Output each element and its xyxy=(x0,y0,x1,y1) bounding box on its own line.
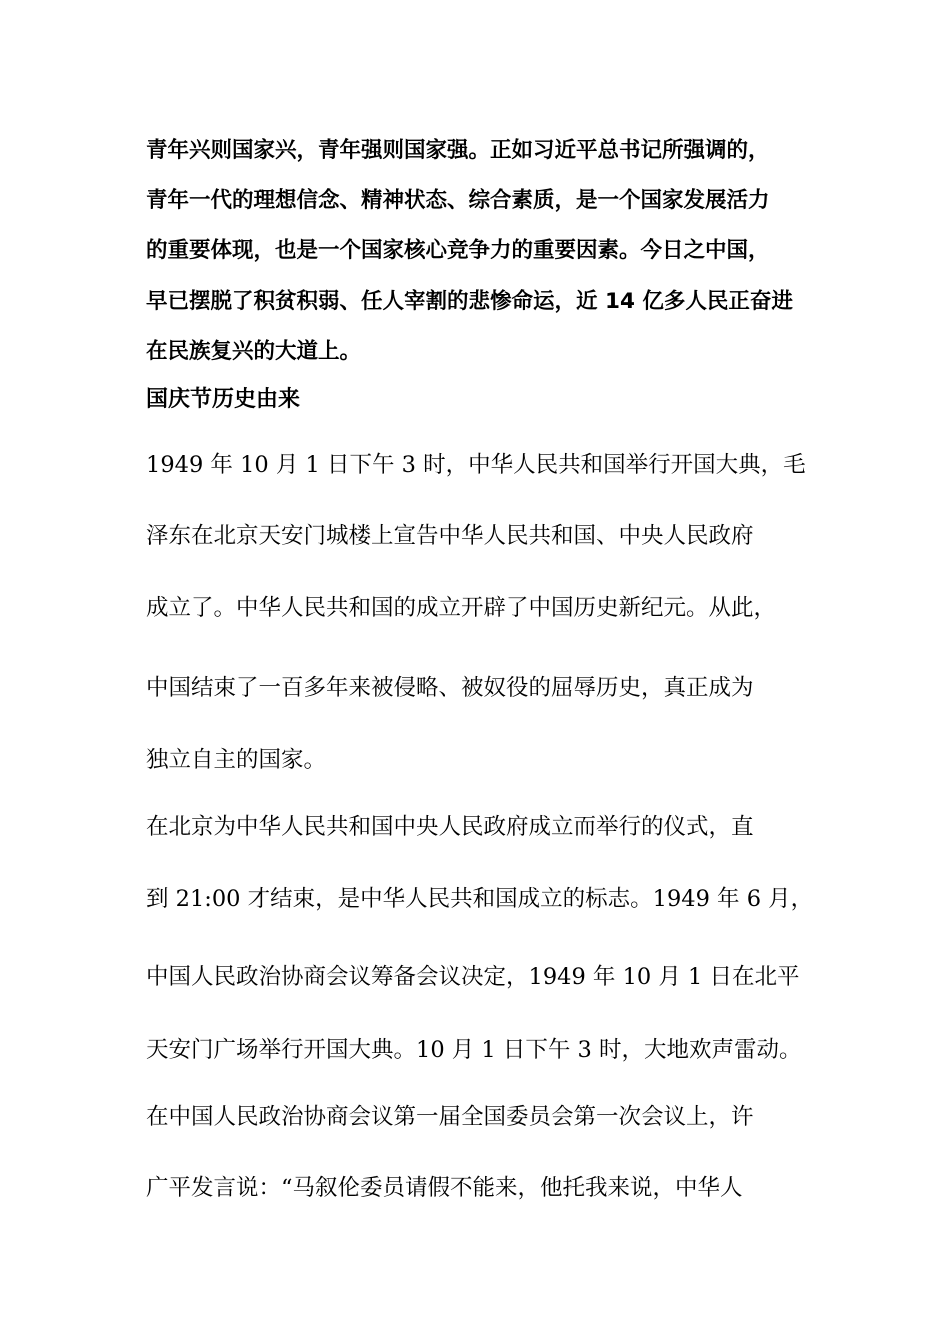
paragraph-line: 泽东在北京天安门城楼上宣告中华人民共和国、中央人民政府 xyxy=(146,523,754,549)
intro-line: 的重要体现，也是一个国家核心竞争力的重要因素。今日之中国， xyxy=(146,238,770,263)
intro-line: 青年兴则国家兴，青年强则国家强。正如习近平总书记所强调的， xyxy=(146,138,770,163)
paragraph-line: 在北京为中华人民共和国中央人民政府成立而举行的仪式，直 xyxy=(146,814,754,840)
paragraph-line: 成立了。中华人民共和国的成立开辟了中国历史新纪元。从此， xyxy=(146,595,777,621)
section-heading: 国庆节历史由来 xyxy=(146,387,301,412)
paragraph-line: 独立自主的国家。 xyxy=(146,747,327,773)
intro-line: 早已摆脱了积贫积弱、任人宰割的悲惨命运，近 14 亿多人民正奋进 xyxy=(146,289,793,314)
paragraph-line: 天安门广场举行开国大典。10 月 1 日下午 3 时，大地欢声雷动。 xyxy=(146,1037,802,1063)
paragraph-line: 1949 年 10 月 1 日下午 3 时，中华人民共和国举行开国大典，毛 xyxy=(146,452,806,478)
paragraph-line: 中国人民政治协商会议筹备会议决定，1949 年 10 月 1 日在北平 xyxy=(146,964,800,990)
intro-line: 青年一代的理想信念、精神状态、综合素质，是一个国家发展活力 xyxy=(146,188,770,213)
paragraph-line: 在中国人民政治协商会议第一届全国委员会第一次会议上，许 xyxy=(146,1104,754,1130)
paragraph-line: 中国结束了一百多年来被侵略、被奴役的屈辱历史，真正成为 xyxy=(146,675,754,701)
intro-line: 在民族复兴的大道上。 xyxy=(146,339,362,364)
paragraph-line: 到 21:00 才结束，是中华人民共和国成立的标志。1949 年 6 月， xyxy=(146,886,814,912)
paragraph-line: 广平发言说：“马叙伦委员请假不能来，他托我来说，中华人 xyxy=(146,1175,743,1201)
